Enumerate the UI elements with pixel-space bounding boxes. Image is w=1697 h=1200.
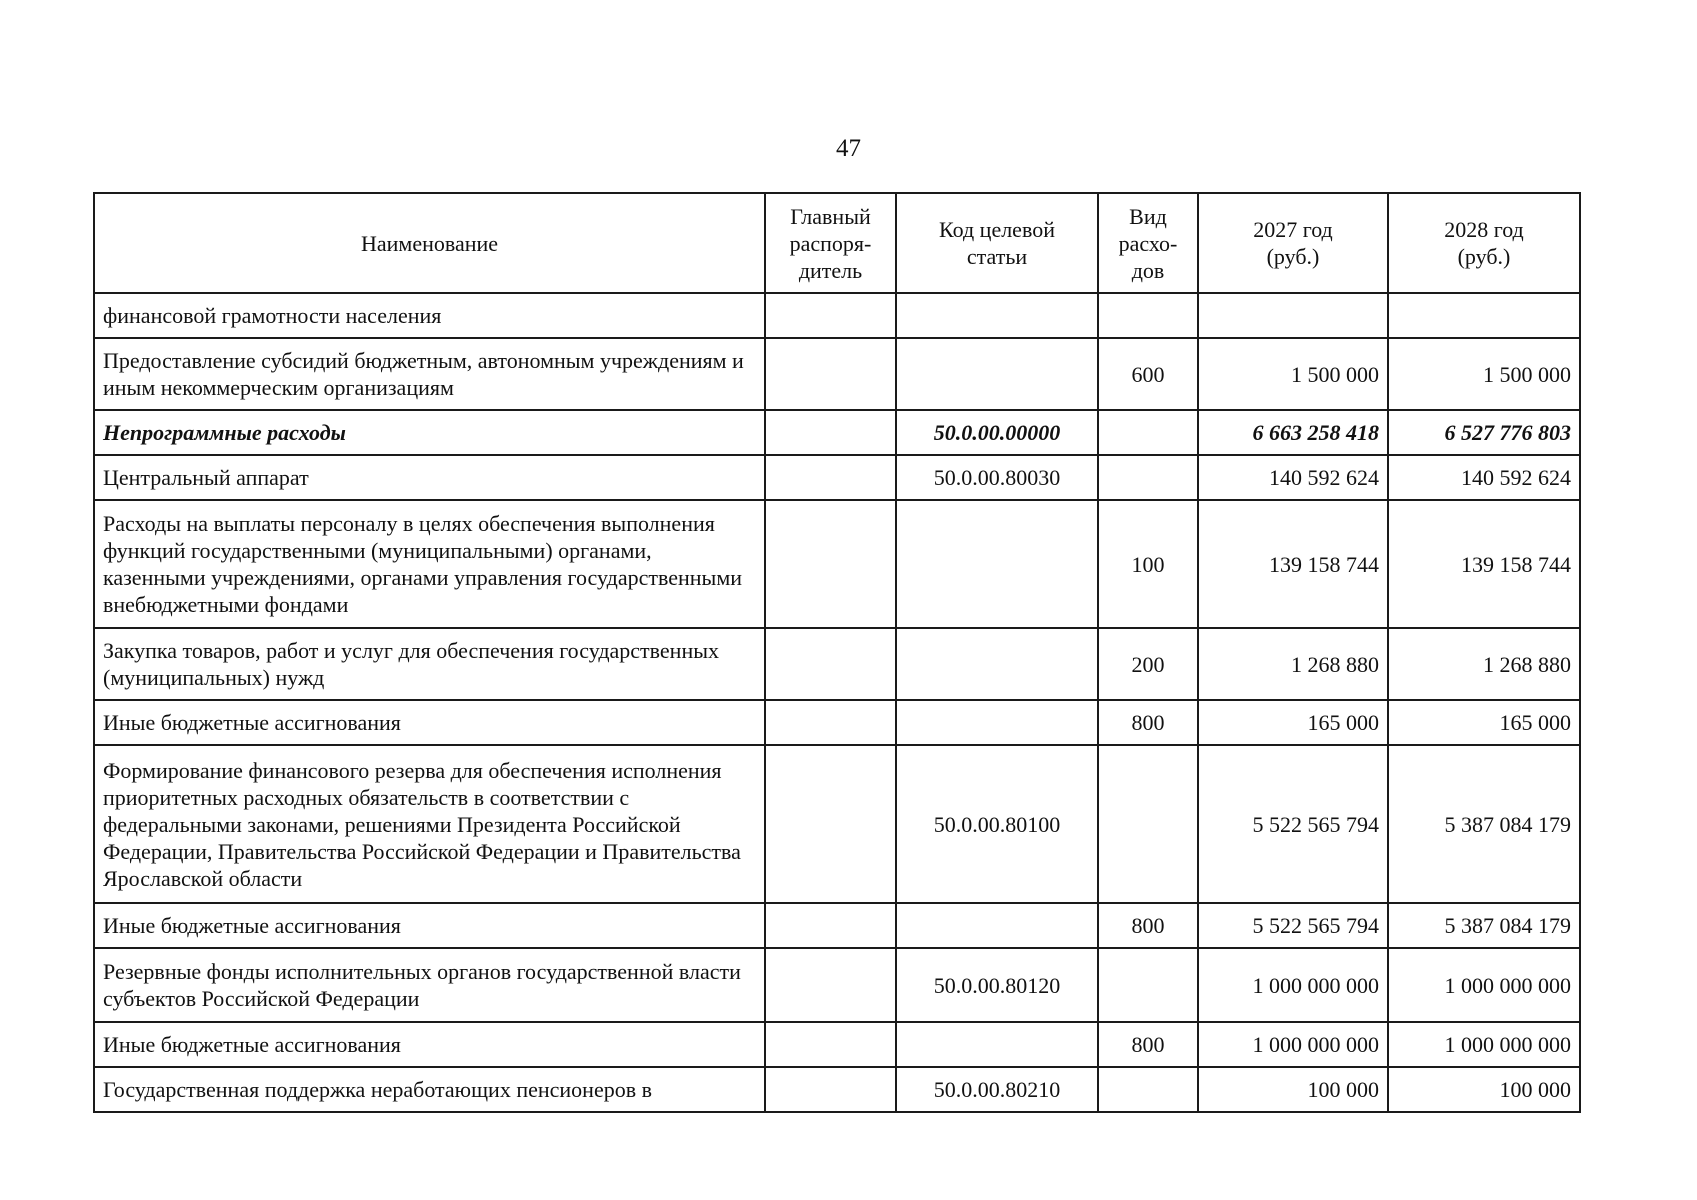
row-chief	[765, 948, 896, 1022]
table-header-row	[94, 193, 1580, 293]
row-2028	[1388, 293, 1580, 338]
row-code	[896, 700, 1098, 745]
row-name: Иные бюджетные ассигнования	[94, 700, 765, 745]
row-2028: 1 000 000 000	[1388, 1022, 1580, 1067]
header-name: Наименование	[94, 193, 765, 293]
table-row	[94, 455, 1580, 500]
row-code: 50.0.00.80120	[896, 948, 1098, 1022]
row-2027	[1198, 293, 1388, 338]
table-row	[94, 700, 1580, 745]
row-2027: 140 592 624	[1198, 455, 1388, 500]
row-2028: 1 000 000 000	[1388, 948, 1580, 1022]
row-2027: 1 000 000 000	[1198, 1022, 1388, 1067]
row-name: Предоставление субсидий бюджетным, автономным учреждениям и иным некоммерческим организациям	[94, 338, 765, 410]
table-row	[94, 903, 1580, 948]
row-chief	[765, 700, 896, 745]
table-row	[94, 628, 1580, 700]
row-chief	[765, 455, 896, 500]
row-code	[896, 628, 1098, 700]
page-number: 47	[836, 135, 861, 162]
row-chief	[765, 338, 896, 410]
row-code	[896, 500, 1098, 628]
row-code: 50.0.00.80210	[896, 1067, 1098, 1112]
row-2027: 139 158 744	[1198, 500, 1388, 628]
row-name: Расходы на выплаты персоналу в целях обеспечения выполнения функций государственными (муниципальными) органами, казенными учреждениями, органами управления государственными внебюджетными фондами	[94, 500, 765, 628]
table-row	[94, 745, 1580, 903]
table-row-total	[94, 410, 1580, 455]
row-name: финансовой грамотности населения	[94, 293, 765, 338]
row-name: Иные бюджетные ассигнования	[94, 903, 765, 948]
header-chief: Главный распоря- дитель	[765, 193, 896, 293]
row-type: 200	[1098, 628, 1198, 700]
header-code: Код целевой статьи	[896, 193, 1098, 293]
row-2027: 1 268 880	[1198, 628, 1388, 700]
row-chief	[765, 745, 896, 903]
row-2028: 139 158 744	[1388, 500, 1580, 628]
row-name: Иные бюджетные ассигнования	[94, 1022, 765, 1067]
header-2028: 2028 год (руб.)	[1388, 193, 1580, 293]
row-code: 50.0.00.00000	[896, 410, 1098, 455]
row-type	[1098, 1067, 1198, 1112]
budget-table	[93, 192, 1581, 1113]
row-type	[1098, 455, 1198, 500]
row-chief	[765, 628, 896, 700]
row-2027: 5 522 565 794	[1198, 745, 1388, 903]
table-row	[94, 293, 1580, 338]
row-type: 100	[1098, 500, 1198, 628]
row-name: Резервные фонды исполнительных органов государственной власти субъектов Российской Федерации	[94, 948, 765, 1022]
row-code	[896, 903, 1098, 948]
row-type: 800	[1098, 1022, 1198, 1067]
table-row	[94, 500, 1580, 628]
table-row	[94, 1022, 1580, 1067]
row-2028: 140 592 624	[1388, 455, 1580, 500]
row-name: Центральный аппарат	[94, 455, 765, 500]
row-name: Закупка товаров, работ и услуг для обеспечения государственных (муниципальных) нужд	[94, 628, 765, 700]
row-2027: 6 663 258 418	[1198, 410, 1388, 455]
row-code	[896, 338, 1098, 410]
row-2027: 5 522 565 794	[1198, 903, 1388, 948]
row-2028: 1 500 000	[1388, 338, 1580, 410]
row-chief	[765, 293, 896, 338]
row-2028: 5 387 084 179	[1388, 903, 1580, 948]
header-type: Вид расхо- дов	[1098, 193, 1198, 293]
row-name: Непрограммные расходы	[94, 410, 765, 455]
row-name: Государственная поддержка неработающих пенсионеров в	[94, 1067, 765, 1112]
row-2028: 1 268 880	[1388, 628, 1580, 700]
row-2027: 165 000	[1198, 700, 1388, 745]
row-2027: 100 000	[1198, 1067, 1388, 1112]
row-chief	[765, 500, 896, 628]
table-row	[94, 948, 1580, 1022]
table-row	[94, 338, 1580, 410]
row-type	[1098, 293, 1198, 338]
row-type: 800	[1098, 700, 1198, 745]
row-chief	[765, 1067, 896, 1112]
row-type	[1098, 745, 1198, 903]
row-type: 600	[1098, 338, 1198, 410]
row-type: 800	[1098, 903, 1198, 948]
row-2028: 5 387 084 179	[1388, 745, 1580, 903]
row-code: 50.0.00.80100	[896, 745, 1098, 903]
row-2027: 1 000 000 000	[1198, 948, 1388, 1022]
row-2028: 6 527 776 803	[1388, 410, 1580, 455]
row-code: 50.0.00.80030	[896, 455, 1098, 500]
row-chief	[765, 903, 896, 948]
row-2028: 165 000	[1388, 700, 1580, 745]
row-chief	[765, 1022, 896, 1067]
row-type	[1098, 410, 1198, 455]
row-code	[896, 1022, 1098, 1067]
header-2027: 2027 год (руб.)	[1198, 193, 1388, 293]
row-code	[896, 293, 1098, 338]
row-chief	[765, 410, 896, 455]
row-type	[1098, 948, 1198, 1022]
table-row	[94, 1067, 1580, 1112]
row-2028: 100 000	[1388, 1067, 1580, 1112]
row-name: Формирование финансового резерва для обеспечения исполнения приоритетных расходных обязательств в соответствии с федеральными законами, решениями Президента Российской Федерации, Правительства Российской Федерации и Правительства Ярославской области	[94, 745, 765, 903]
row-2027: 1 500 000	[1198, 338, 1388, 410]
